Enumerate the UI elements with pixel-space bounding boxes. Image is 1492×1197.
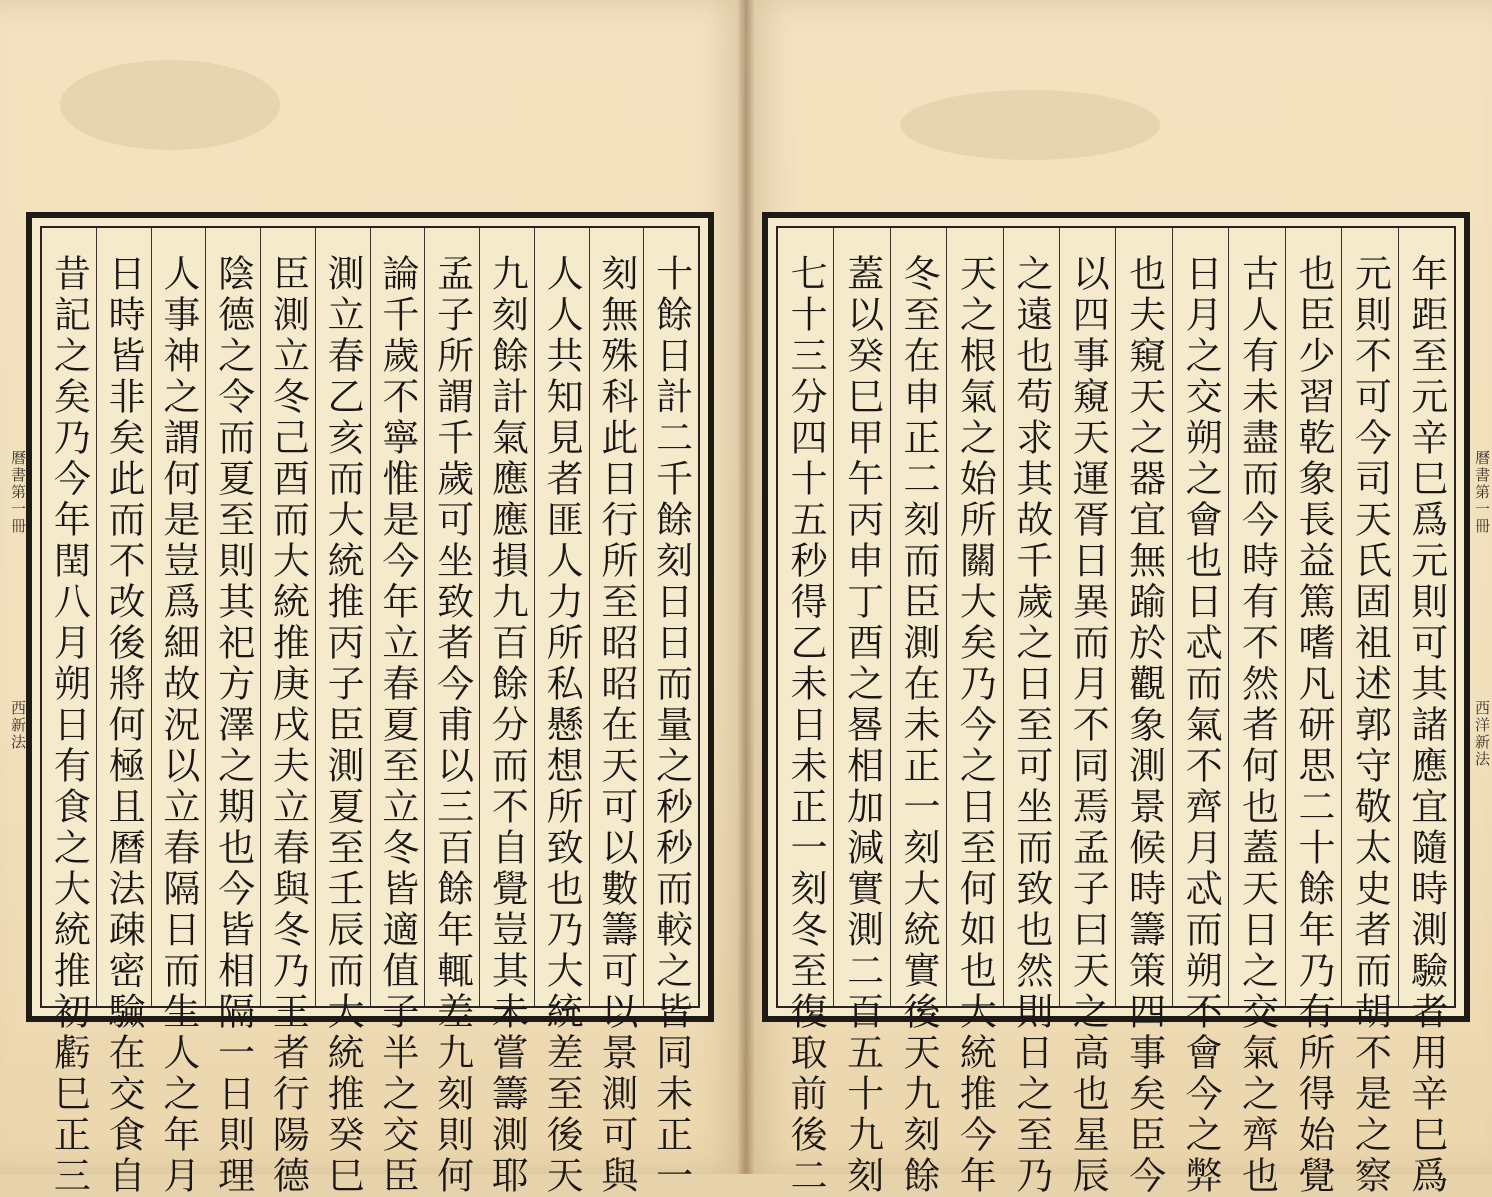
column-text: 臣測立冬己酉而大統推庚戌夫立春與冬乃王者行陽德: [266, 254, 310, 1197]
right-margin-label-lower: 西洋新法: [1473, 700, 1491, 768]
column-text: 天之根氣之始所關大矣乃今之日至何如也大統推今年: [953, 254, 997, 1197]
column-text: 也夫窺天之器宜無踰於觀象測景候時籌策四事矣臣今: [1122, 254, 1166, 1197]
right-margin-label: 曆書第一冊: [1473, 450, 1491, 535]
column-text: 元則不可今司天氏固祖述郭守敬太史者而胡不是之察: [1348, 254, 1392, 1197]
right-column: [1228, 228, 1284, 1197]
column-text: 古人有未盡而今時有不然者何也蓋天日之交氣之齊也: [1235, 254, 1279, 1197]
left-column: [424, 228, 479, 1197]
column-text: 孟子所謂千歲可坐致者今甫以三百餘年輒差九刻則何: [430, 254, 474, 1197]
left-column: [96, 228, 151, 1197]
column-text: 昔記之矣乃今年閏八月朔日有食之大統推初虧巳正三: [47, 254, 91, 1197]
paper-stain: [900, 90, 1160, 160]
left-column: [151, 228, 206, 1197]
left-column: [589, 228, 644, 1197]
right-column: [890, 228, 946, 1197]
column-text: 之遠也苟求其故千歲之日至可坐而致也然則日之至乃: [1009, 254, 1053, 1197]
column-text: 年距至元辛巳爲元則可其諸應宜隨時測驗者用辛巳爲: [1404, 254, 1448, 1197]
left-column: [42, 228, 96, 1197]
column-text: 日月之交朔之會也日忒而氣不齊月忒而朔不會今之弊: [1179, 254, 1223, 1197]
left-column: [260, 228, 315, 1197]
right-column: [1341, 228, 1397, 1197]
column-text: 論千歲不寧惟是今年立春夏至立冬皆適值子半之交臣: [375, 254, 419, 1197]
column-text: 日時皆非矣此而不改後將何極且曆法疎密驗在交食自: [102, 254, 146, 1197]
column-text: 陰德之令而夏至則其祀方澤之期也今皆相隔一日則理: [211, 254, 255, 1197]
column-text: 十餘日計二千餘刻日日而量之秒秒而較之皆同未正一: [649, 254, 693, 1197]
left-margin-label-lower: 西新法: [9, 700, 27, 751]
column-text: 七十三分四十五秒得乙未日未正一刻冬至復取前後二: [784, 254, 828, 1197]
right-column: [778, 228, 833, 1197]
left-column: [534, 228, 589, 1197]
right-column: [1398, 228, 1454, 1197]
right-column: [1059, 228, 1115, 1197]
left-inner-border: [40, 226, 700, 1197]
column-text: 蓋以癸巳甲午丙申丁酉之晷相加減實測二百五十九刻: [840, 254, 884, 1197]
right-text-frame: [762, 212, 1470, 1197]
left-margin-label: 曆書第一冊: [9, 450, 27, 535]
right-column: [833, 228, 889, 1197]
column-text: 人人共知見者匪人力所私懸想所致也乃大統差至後天: [540, 254, 584, 1197]
right-inner-border: [776, 226, 1456, 1197]
right-column: [1172, 228, 1228, 1197]
right-column: [1003, 228, 1059, 1197]
book-gutter: [738, 0, 754, 1174]
column-text: 九刻餘計氣應應損九百餘分而不自覺豈其未嘗籌測耶: [485, 254, 529, 1197]
right-columns: [778, 228, 1454, 1197]
left-columns: [42, 228, 698, 1197]
left-column: [315, 228, 370, 1197]
right-column: [1115, 228, 1171, 1197]
right-column: [1285, 228, 1341, 1197]
column-text: 以四事窺天運胥日異而月不同焉孟子曰天之高也星辰: [1066, 254, 1110, 1197]
left-text-frame: [26, 212, 714, 1197]
right-column: [946, 228, 1002, 1197]
column-text: 人事神之謂何是豈爲細故況以立春隔日而生人之年月: [156, 254, 200, 1197]
left-column: [643, 228, 698, 1197]
column-text: 也臣少習乾象長益篤嗜凡研思二十餘年乃有所得始覺: [1291, 254, 1335, 1197]
column-text: 冬至在申正二刻而臣測在未正一刻大統實後天九刻餘: [896, 254, 940, 1197]
left-column: [370, 228, 425, 1197]
column-text: 刻無殊科此日行所至昭昭在天可以數籌可以景測可與: [594, 254, 638, 1197]
paper-stain: [60, 60, 280, 150]
left-column: [205, 228, 260, 1197]
left-column: [479, 228, 534, 1197]
column-text: 測立春乙亥而大統推丙子臣測夏至壬辰而大統推癸巳: [321, 254, 365, 1197]
